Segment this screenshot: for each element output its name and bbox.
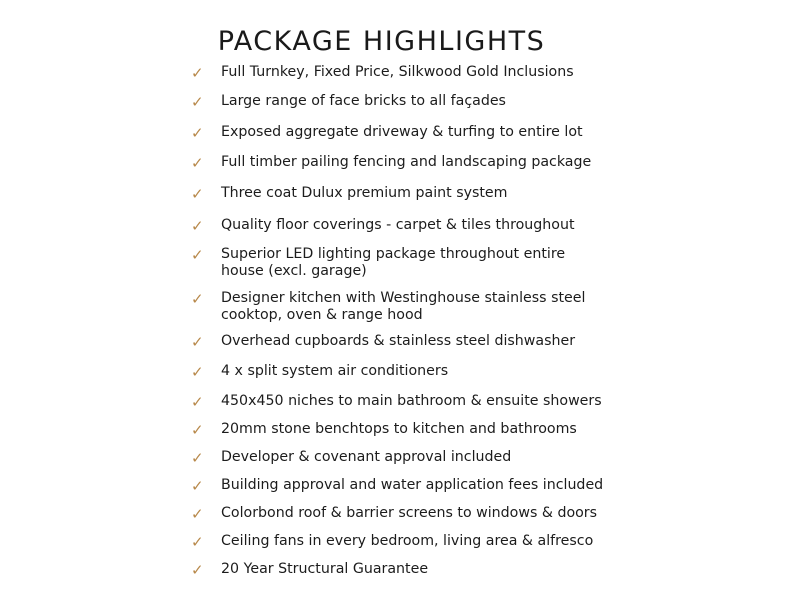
check-icon: ✓ [191,246,204,264]
check-icon: ✓ [191,421,204,439]
check-icon: ✓ [191,561,204,579]
list-item-text: Full Turnkey, Fixed Price, Silkwood Gold Inclusions [221,64,574,80]
list-item-text: Developer & covenant approval included [221,449,512,465]
list-item-text: Three coat Dulux premium paint system [221,185,508,201]
list-item-text: Designer kitchen with Westinghouse stainless steel cooktop, oven & range hood [221,290,586,323]
check-icon: ✓ [191,217,204,235]
check-icon: ✓ [191,533,204,551]
list-item-text: 4 x split system air conditioners [221,363,449,379]
check-icon: ✓ [191,333,204,351]
list-item-text: Exposed aggregate driveway & turfing to entire lot [221,124,583,140]
check-icon: ✓ [191,185,204,203]
list-item-text: Large range of face bricks to all façades [221,93,506,109]
check-icon: ✓ [191,154,204,172]
list-item-text: 450x450 niches to main bathroom & ensuite showers [221,393,602,409]
list-item-text: Building approval and water application fees included [221,477,604,493]
check-icon: ✓ [191,290,204,308]
list-item-text: Full timber pailing fencing and landscaping package [221,154,592,170]
list-item-text: 20 Year Structural Guarantee [221,561,429,577]
check-icon: ✓ [191,477,204,495]
list-item-text: Superior LED lighting package throughout entire house (excl. garage) [221,246,566,279]
check-icon: ✓ [191,64,204,82]
page-title: PACKAGE HIGHLIGHTS [217,26,546,58]
check-icon: ✓ [191,505,204,523]
list-item-text: 20mm stone benchtops to kitchen and bathrooms [221,421,577,437]
list-item-text: Ceiling fans in every bedroom, living area & alfresco [221,533,594,549]
check-icon: ✓ [191,124,204,142]
check-icon: ✓ [191,449,204,467]
check-icon: ✓ [191,363,204,381]
list-item-text: Quality floor coverings - carpet & tiles throughout [221,217,575,233]
check-icon: ✓ [191,393,204,411]
check-icon: ✓ [191,93,204,111]
list-item-text: Overhead cupboards & stainless steel dishwasher [221,333,576,349]
list-item-text: Colorbond roof & barrier screens to windows & doors [221,505,598,521]
